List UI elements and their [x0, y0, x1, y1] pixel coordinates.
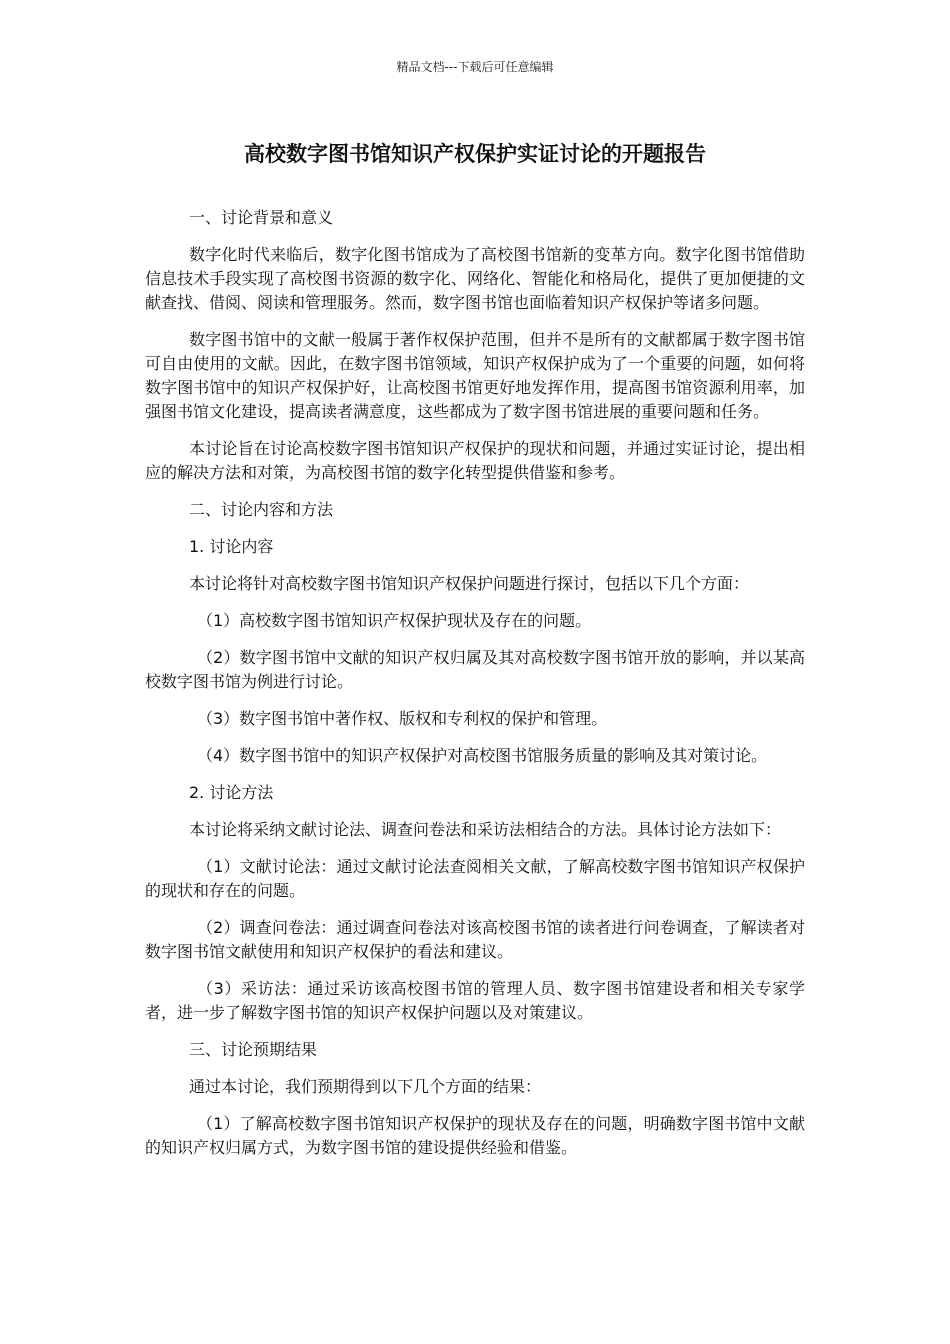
subheading-content: 1. 讨论内容 [189, 537, 274, 556]
paragraph: 本讨论旨在讨论高校数字图书馆知识产权保护的现状和问题，并通过实证讨论，提出相应的解决方法和对策，为高校图书馆的数字化转型提供借鉴和参考。 [145, 439, 805, 482]
paragraph: 本讨论将采纳文献讨论法、调查问卷法和采访法相结合的方法。具体讨论方法如下： [189, 820, 782, 839]
document-body [145, 206, 805, 1173]
section-heading-background: 一、讨论背景和意义 [189, 208, 334, 227]
paragraph: 数字图书馆中的文献一般属于著作权保护范围，但并不是所有的文献都属于数字图书馆可自由使用的文献。因此，在数字图书馆领域，知识产权保护成为了一个重要的问题，如何将数字图书馆中的知识产权保护好，让高校图书馆更好地发挥作用，提高图书馆资源利用率，加强图书馆文化建设，提高读者满意度，这些都成为了数字图书馆进展的重要问题和任务。 [145, 330, 805, 421]
paragraph: 本讨论将针对高校数字图书馆知识产权保护问题进行探讨，包括以下几个方面： [189, 574, 750, 593]
section-heading-content-method: 二、讨论内容和方法 [189, 500, 334, 519]
section-heading-expected-results: 三、讨论预期结果 [189, 1040, 318, 1059]
paragraph: 通过本讨论，我们预期得到以下几个方面的结果： [189, 1077, 542, 1096]
list-item: （1）高校数字图书馆知识产权保护现状及存在的问题。 [197, 611, 592, 630]
list-item: （1）了解高校数字图书馆知识产权保护的现状及存在的问题，明确数字图书馆中文献的知识产权归属方式，为数字图书馆的建设提供经验和借鉴。 [145, 1114, 805, 1157]
list-item: （1）文献讨论法：通过文献讨论法查阅相关文献，了解高校数字图书馆知识产权保护的现状和存在的问题。 [145, 857, 805, 900]
document-title: 高校数字图书馆知识产权保护实证讨论的开题报告 [244, 142, 706, 166]
header-note: 精品文档---下载后可任意编辑 [396, 60, 554, 74]
list-item: （4）数字图书馆中的知识产权保护对高校图书馆服务质量的影响及其对策讨论。 [197, 746, 768, 765]
subheading-method: 2. 讨论方法 [189, 783, 274, 802]
paragraph: 数字化时代来临后，数字化图书馆成为了高校图书馆新的变革方向。数字化图书馆借助信息技术手段实现了高校图书资源的数字化、网络化、智能化和格局化，提供了更加便捷的文献查找、借阅、阅读和管理服务。然而，数字图书馆也面临着知识产权保护等诸多问题。 [145, 245, 805, 312]
list-item: （3）采访法：通过采访该高校图书馆的管理人员、数字图书馆建设者和相关专家学者，进一步了解数字图书馆的知识产权保护问题以及对策建议。 [145, 979, 805, 1022]
list-item: （2）调查问卷法：通过调查问卷法对该高校图书馆的读者进行问卷调查，了解读者对数字图书馆文献使用和知识产权保护的看法和建议。 [145, 918, 805, 961]
list-item: （2）数字图书馆中文献的知识产权归属及其对高校数字图书馆开放的影响，并以某高校数字图书馆为例进行讨论。 [145, 648, 805, 691]
list-item: （3）数字图书馆中著作权、版权和专利权的保护和管理。 [197, 709, 608, 728]
